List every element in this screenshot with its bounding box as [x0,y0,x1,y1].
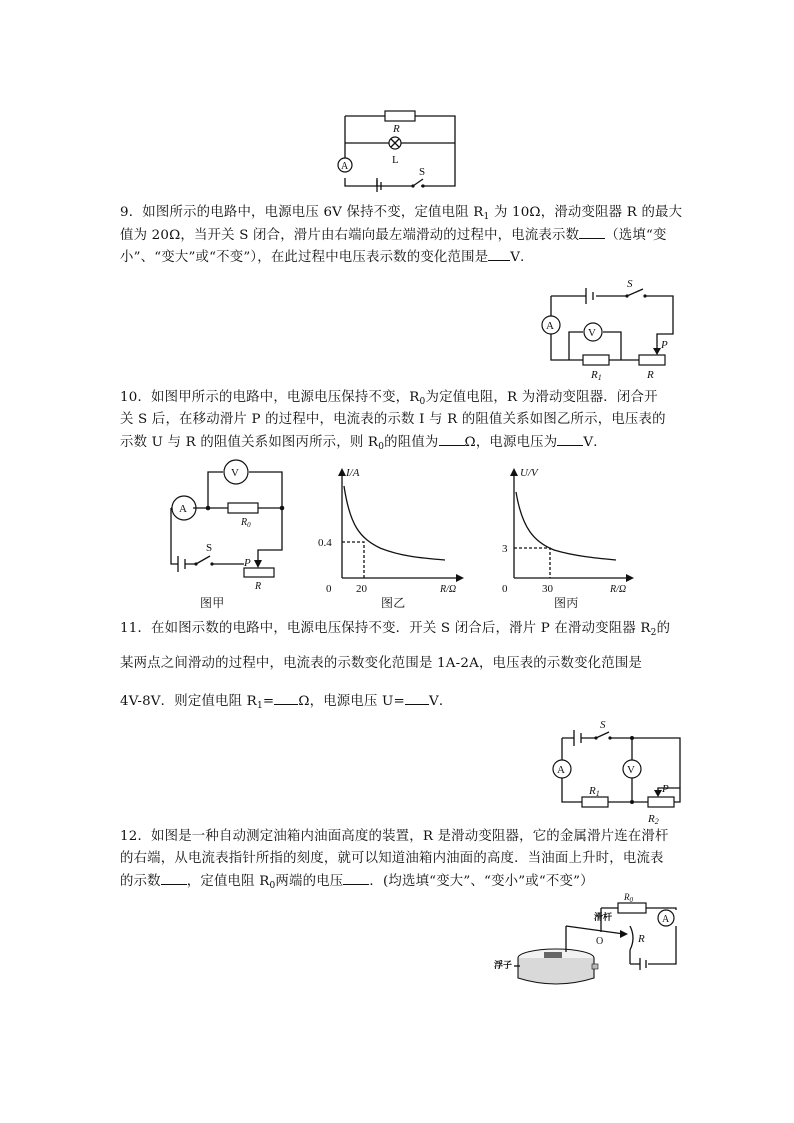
q9-line2: 值为 20Ω，当开关 S 闭合，滑片由右端向最左端滑动的过程中，电流表示数 （选填“变 [120,224,667,247]
q10-fig-c-chart [500,466,640,595]
x-axis-arrow [626,574,634,582]
fig-b-caption: 图乙 [381,596,406,610]
switch-label: S [419,166,426,178]
y-tick-label: 0.4 [318,537,332,549]
q11-circuit-figure [552,719,682,826]
x-axis-label: R/Ω [440,584,457,595]
answer-blank[interactable] [488,246,510,261]
circuit-wires [345,116,455,186]
resistor-r1 [583,355,609,365]
q10-fig-a-circuit [156,462,296,592]
battery-symbol [640,958,646,970]
slider-label: P [662,783,669,795]
rod-label: 滑杆 [594,912,613,922]
battery-symbol [574,730,581,746]
r0-label: $R_0$ [624,892,633,904]
ammeter-label: A [662,914,670,925]
y-axis-label: U/V [520,467,538,479]
voltmeter-label: V [231,467,239,479]
ammeter-label: A [179,503,187,515]
switch-symbol [596,732,609,738]
origin-label: 0 [326,583,332,595]
slider-label: P [661,339,668,351]
r1-label: R1 [589,785,600,798]
q12-oil-gauge-figure [494,886,686,986]
q11-line3: 4V-8V．则定值电阻 $R_1= \Omega$，电源电压 U= V． [120,690,452,713]
guide-lines [342,542,364,578]
resistor-r0 [618,903,646,913]
ammeter-label: A [341,161,349,172]
answer-blank[interactable] [274,690,298,705]
answer-blank[interactable] [579,224,605,239]
float [544,952,562,958]
fig-c-caption: 图丙 [554,596,579,610]
rheostat-arc [630,926,633,964]
r-label: R [647,369,654,381]
rheostat-end-wire [674,788,680,802]
r1-label: R1 [591,369,602,382]
answer-blank[interactable] [557,431,583,446]
y-axis-label: I/A [346,467,360,479]
rheostat-r [244,568,274,577]
lamp-label: L [392,154,399,166]
r-label: R [255,581,262,592]
switch-label: S [627,278,633,290]
x-tick-label: 20 [356,583,367,595]
x-axis-arrow [456,574,464,582]
rheostat-r [639,355,665,365]
voltmeter-label: V [627,764,635,776]
q12-line3: 的示数 ，定值电阻 $R_0$两端的电压 ．(均选填“变大”、“变小”或“不变”） [120,870,594,893]
q9-line1: 9．如图所示的电路中，电源电压 6V 保持不变，定值电阻 $R_1$ 为 10Ω，滑动变阻器 R 的最大 [120,205,683,222]
ammeter-label: A [557,764,565,776]
voltmeter-label: V [588,327,596,339]
y-axis-arrow [338,468,346,476]
x-axis-label: R/Ω [610,584,627,595]
data-curve [344,486,445,560]
y-tick-label: 3 [502,543,508,555]
ammeter-label: A [546,320,554,332]
rheostat-r2 [648,797,674,807]
answer-blank[interactable] [161,870,187,885]
answer-blank[interactable] [343,870,369,885]
pivot-label: O [596,936,604,947]
q10-line2: 关 S 后，在移动滑片 P 的过程中，电流表的示数 I 与 R 的阻值关系如图乙所示，电压表的 [120,412,666,427]
switch-label: S [600,719,606,731]
resistor-r1 [582,797,608,807]
q10-fig-b-chart [318,466,460,595]
q11-line2: 某两点之间滑动的过程中，电流表的示数变化范围是 1A-2A，电压表的示数变化范围是 [120,656,643,671]
fig-a-caption: 图甲 [200,596,225,610]
top-circuit-figure [337,108,457,188]
guide-lines [514,548,550,578]
q10-line1: 10．如图甲所示的电路中，电源电压保持不变，$R_0$为定值电阻，R 为滑动变阻器．闭合开 [120,390,658,407]
q12-line1: 12．如图是一种自动测定油箱内油面高度的装置，R 是滑动变阻器，它的金属滑片连在滑杆 [120,829,669,844]
oil-tank [518,958,594,984]
switch-symbol [627,289,643,296]
resistor-label: R [393,123,400,135]
q9-line3: 小”、“变大”或“不变”），在此过程中电压表示数的变化范围是 V． [120,246,534,269]
y-axis-arrow [510,468,518,476]
switch-symbol [196,556,210,564]
resistor-symbol [385,111,415,121]
answer-blank[interactable] [405,690,429,705]
q9-circuit-figure [541,276,671,382]
switch-label: S [206,542,213,554]
float-label: 浮子 [494,960,513,970]
r-label: R [638,933,645,945]
resistor-r0 [228,503,258,513]
q11-line1: 11．在如图示数的电路中，电源电压保持不变．开关 S 闭合后，滑片 P 在滑动变阻器 $R_2$的 [120,621,671,638]
answer-blank[interactable] [439,431,465,446]
slider-label: P [244,557,251,569]
q12-line2: 的右端，从电流表指针所指的刻度，就可以知道油箱内油面的高度．当油面上升时，电流表 [120,851,664,866]
q10-line3: 示数 U 与 R 的阻值关系如图丙所示，则 $R_0$的阻值为 Ω，电源电压为 V． [120,431,607,454]
switch-symbol [413,179,423,186]
x-tick-label: 30 [542,583,553,595]
data-curve [516,492,616,560]
r0-label: $R_0$ [241,517,251,529]
rod [566,926,624,934]
battery-symbol [586,288,593,304]
r2-label: R2 [648,813,659,826]
battery-symbol [178,556,185,572]
origin-label: 0 [502,583,508,595]
